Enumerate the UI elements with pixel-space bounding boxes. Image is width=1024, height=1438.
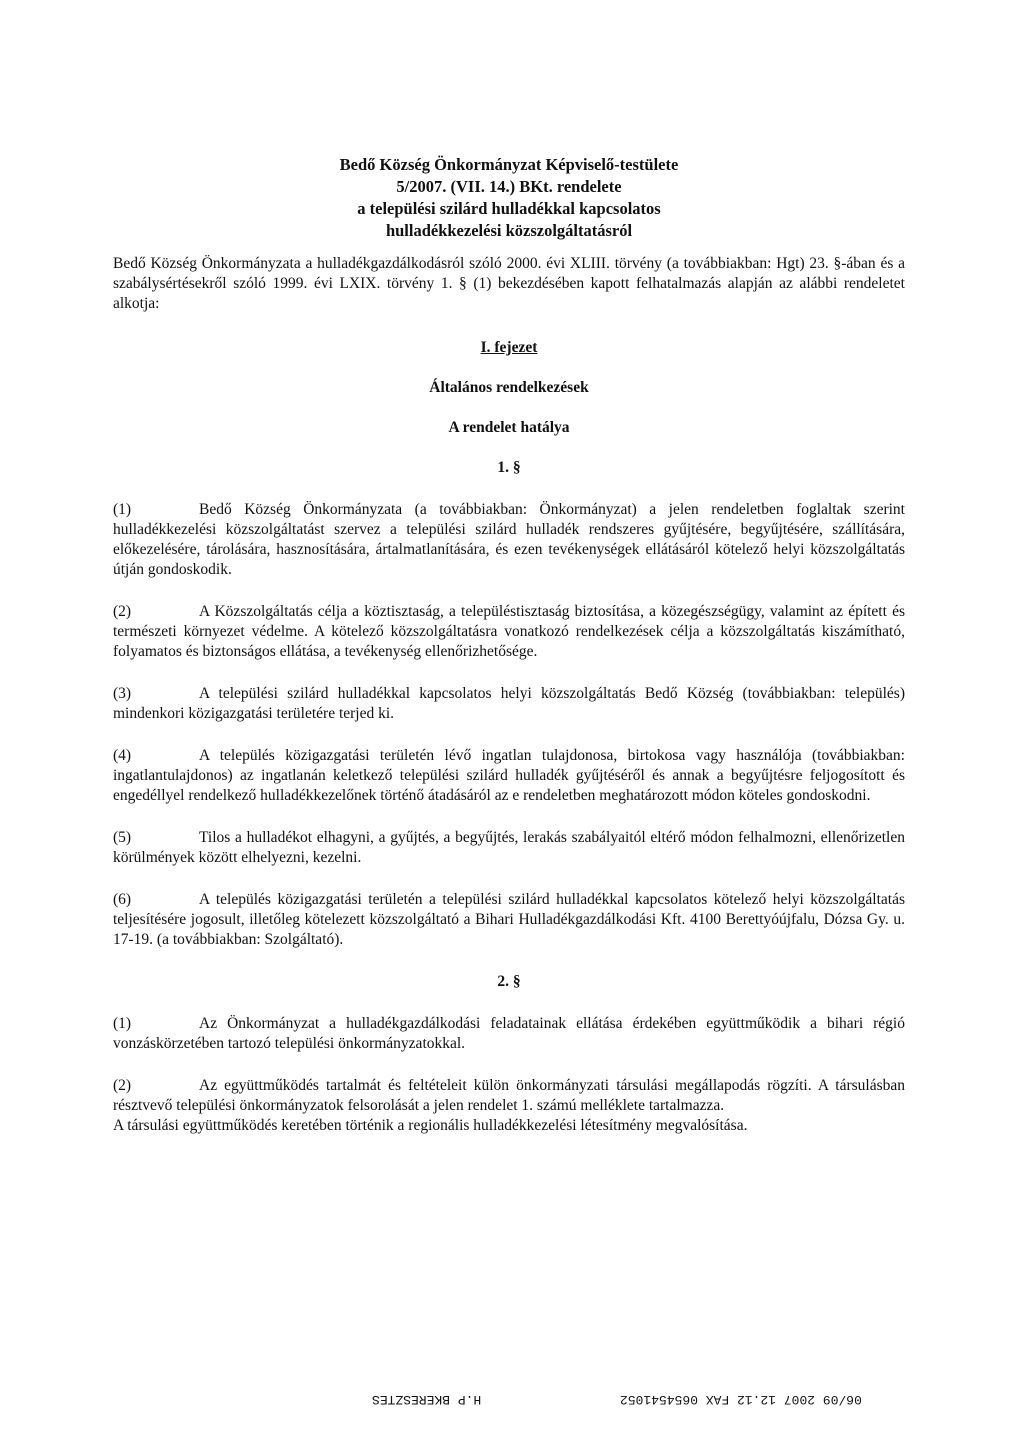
intro-paragraph: Bedő Község Önkormányzata a hulladékgazdálkodásról szóló 2000. évi XLIII. törvény (a továbbiakban: Hgt) 23. §-ában és a szabálysértésekről szóló 1999. évi LXIX. törvény 1. § (1) bekezdésében kapott felhatalmazás alapján az alábbi rendeletet alkotja: [113,255,905,312]
section-1-paragraph-2 [113,602,905,662]
paragraph-text: Az Önkormányzat a hulladékgazdálkodási feladatainak ellátása érdekében együttműködik a bihari régió vonzáskörzetében tartozó települési önkormányzatokkal. [113,1015,905,1052]
paragraph-text: A település közigazgatási területén lévő ingatlan tulajdonosa, birtokosa vagy használója (továbbiakban: ingatlantulajdonos) az ingatlanán keletkező települési szilárd hulladék gyűjtéséről és annak a begyűjtésre feljogosított és engedéllyel rendelkező hulladékkezelőnek történő átadásáról az e rendeletben meghatározott módon köteles gondoskodni. [113,747,905,804]
section-2-number: 2. § [497,973,521,990]
paragraph-number: (2) [113,603,132,620]
title-line-3: a települési szilárd hulladékkal kapcsolatos [357,199,661,218]
paragraph-number: (4) [113,747,132,764]
document-content [113,154,905,1136]
fax-sender: H.P BKERESZTES [372,1392,482,1407]
section-2-paragraph-1 [113,1014,905,1054]
paragraph-text: Bedő Község Önkormányzata (a továbbiakban: Önkormányzat) a jelen rendeletben foglaltak szerint hulladékkezelési közszolgáltatást szervez a települési szilárd hulladék rendszeres gyűjtésére, begyűjtésére, szállítására, előkezelésére, tárolására, hasznosítására, ártalmatlanítására, és ezen tevékenységek ellátásáról kötelező helyi közszolgáltatás útján gondoskodik. [113,501,905,578]
chapter-title: Általános rendelkezések [429,379,589,396]
section-1-number: 1. § [497,459,521,476]
section-2-paragraph-3: A társulási együttműködés keretében történik a regionális hulladékkezelési létesítmény megvalósítása. [113,1117,748,1134]
chapter-heading: I. fejezet [480,339,538,356]
section-1-paragraph-1 [113,500,905,580]
paragraph-number: (5) [113,829,132,846]
paragraph-number: (1) [113,501,132,518]
section-1-paragraph-4 [113,746,905,806]
paragraph-text: A Közszolgáltatás célja a köztisztaság, a településtisztaság biztosítása, a közegészségügy, valamint az épített és természeti környezet védelme. A kötelező közszolgáltatásra vonatkozó rendelkezések célja a közszolgáltatás kiszámítható, folyamatos és biztonságos ellátása, a tevékenység ellenőrizhetősége. [113,603,905,660]
paragraph-number: (3) [113,685,132,702]
section-1-paragraph-3 [113,684,905,724]
paragraph-text: Az együttműködés tartalmát és feltételeit külön önkormányzati társulási megállapodás rögzíti. A társulásban résztvevő települési önkormányzatok felsorolását a jelen rendelet 1. számú melléklete tartalmazza. [113,1077,905,1114]
section-subtitle: A rendelet hatálya [448,419,570,436]
section-1-paragraph-6 [113,890,905,950]
fax-header-line: 06/09 2007 12.12 FAX 0654541052 [620,1392,862,1407]
paragraph-text: Tilos a hulladékot elhagyni, a gyűjtés, a begyűjtés, lerakás szabályaitól eltérő módon felhalmozni, ellenőrizetlen körülmények között elhelyezni, kezelni. [113,829,905,866]
document-title [113,154,905,242]
paragraph-text: A települési szilárd hulladékkal kapcsolatos helyi közszolgáltatás Bedő Község (továbbiakban: település) mindenkori közigazgatási területére terjed ki. [113,685,905,722]
title-line-4: hulladékkezelési közszolgáltatásról [385,221,633,240]
paragraph-number: (1) [113,1015,132,1032]
section-1-paragraph-5 [113,828,905,868]
fax-footer [0,1392,1024,1412]
paragraph-number: (2) [113,1077,132,1094]
paragraph-text: A település közigazgatási területén a települési szilárd hulladékkal kapcsolatos kötelező helyi közszolgáltatás teljesítésére jogosult, illetőleg kötelezett közszolgáltató a Bihari Hulladékgazdálkodási Kft. 4100 Berettyóújfalu, Dózsa Gy. u. 17-19. (a továbbiakban: Szolgáltató). [113,891,905,948]
title-line-2: 5/2007. (VII. 14.) BKt. rendelete [396,177,622,196]
title-line-1: Bedő Község Önkormányzat Képviselő-testülete [339,155,679,174]
section-2-paragraph-2 [113,1076,905,1116]
paragraph-number: (6) [113,891,132,908]
